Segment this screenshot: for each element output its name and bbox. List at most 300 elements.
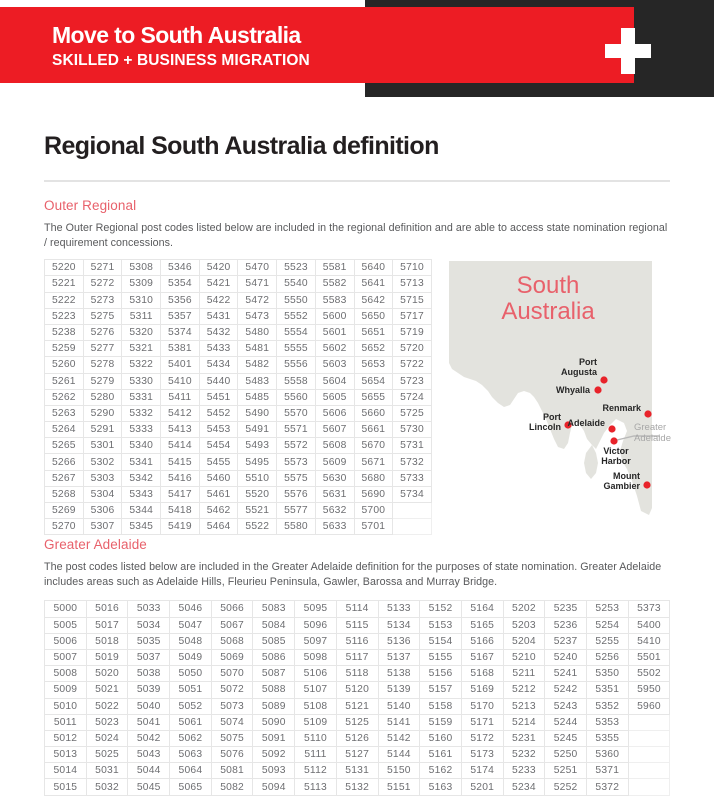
postcode-cell: 5223 xyxy=(45,308,84,324)
label-whyalla: Whyalla xyxy=(555,385,590,396)
postcode-cell: 5162 xyxy=(420,763,462,779)
postcode-cell: 5211 xyxy=(503,666,545,682)
map-title-line1: South xyxy=(516,272,580,300)
table-row xyxy=(45,714,670,730)
postcode-cell: 5601 xyxy=(315,324,354,340)
postcode-cell: 5277 xyxy=(83,341,122,357)
postcode-cell: 5701 xyxy=(354,519,393,535)
postcode-cell: 5583 xyxy=(315,292,354,308)
postcode-cell: 5268 xyxy=(45,486,84,502)
postcode-cell: 5633 xyxy=(315,519,354,535)
postcode-cell: 5440 xyxy=(199,373,238,389)
postcode-cell: 5577 xyxy=(277,503,316,519)
postcode-cell: 5266 xyxy=(45,454,84,470)
postcode-cell: 5661 xyxy=(354,422,393,438)
postcode-cell: 5434 xyxy=(199,357,238,373)
table-row xyxy=(45,276,432,292)
postcode-cell: 5301 xyxy=(83,438,122,454)
postcode-cell: 5156 xyxy=(420,666,462,682)
postcode-cell-empty xyxy=(393,503,432,519)
postcode-cell: 5253 xyxy=(586,601,628,617)
postcode-cell: 5138 xyxy=(378,666,420,682)
postcode-cell: 5009 xyxy=(45,682,87,698)
postcode-cell: 5081 xyxy=(211,763,253,779)
map-title-line2: Australia xyxy=(501,298,595,326)
postcode-cell: 5723 xyxy=(393,373,432,389)
page-body xyxy=(0,132,714,796)
postcode-cell: 5096 xyxy=(295,617,337,633)
postcode-cell: 5304 xyxy=(83,486,122,502)
postcode-cell: 5605 xyxy=(315,389,354,405)
postcode-cell: 5154 xyxy=(420,633,462,649)
postcode-cell: 5114 xyxy=(336,601,378,617)
postcode-cell: 5420 xyxy=(199,260,238,276)
postcode-cell: 5290 xyxy=(83,405,122,421)
postcode-cell: 5340 xyxy=(122,438,161,454)
table-row xyxy=(45,601,670,617)
postcode-cell: 5573 xyxy=(277,454,316,470)
postcode-cell: 5067 xyxy=(211,617,253,633)
postcode-cell: 5320 xyxy=(122,324,161,340)
postcode-cell: 5044 xyxy=(128,763,170,779)
postcode-cell: 5455 xyxy=(199,454,238,470)
postcode-cell: 5631 xyxy=(315,486,354,502)
postcode-cell: 5090 xyxy=(253,714,295,730)
postcode-cell: 5273 xyxy=(83,292,122,308)
postcode-cell: 5261 xyxy=(45,373,84,389)
postcode-cell: 5017 xyxy=(86,617,128,633)
table-row xyxy=(45,617,670,633)
postcode-cell: 5032 xyxy=(86,779,128,795)
postcode-cell: 5414 xyxy=(161,438,200,454)
outer-regional-table-body xyxy=(45,260,432,535)
postcode-cell: 5580 xyxy=(277,519,316,535)
table-row xyxy=(45,292,432,308)
postcode-cell: 5024 xyxy=(86,730,128,746)
postcode-cell: 5581 xyxy=(315,260,354,276)
postcode-cell: 5572 xyxy=(277,438,316,454)
postcode-cell: 5670 xyxy=(354,438,393,454)
postcode-cell: 5356 xyxy=(161,292,200,308)
postcode-cell: 5141 xyxy=(378,714,420,730)
postcode-cell: 5360 xyxy=(586,747,628,763)
postcode-cell: 5331 xyxy=(122,389,161,405)
postcode-cell: 5212 xyxy=(503,682,545,698)
postcode-cell: 5332 xyxy=(122,405,161,421)
postcode-cell: 5311 xyxy=(122,308,161,324)
postcode-cell: 5493 xyxy=(238,438,277,454)
postcode-cell: 5134 xyxy=(378,617,420,633)
postcode-cell: 5012 xyxy=(45,730,87,746)
postcode-cell: 5063 xyxy=(170,747,212,763)
postcode-cell: 5005 xyxy=(45,617,87,633)
postcode-cell: 5158 xyxy=(420,698,462,714)
postcode-cell: 5352 xyxy=(586,698,628,714)
postcode-cell: 5259 xyxy=(45,341,84,357)
postcode-cell: 5242 xyxy=(545,682,587,698)
postcode-cell: 5051 xyxy=(170,682,212,698)
marker-victor-harbor xyxy=(610,438,617,445)
postcode-cell: 5220 xyxy=(45,260,84,276)
postcode-cell: 5480 xyxy=(238,324,277,340)
postcode-cell: 5510 xyxy=(238,470,277,486)
postcode-cell: 5019 xyxy=(86,649,128,665)
postcode-cell: 5040 xyxy=(128,698,170,714)
table-row xyxy=(45,422,432,438)
postcode-cell: 5074 xyxy=(211,714,253,730)
callout-greater-adelaide-line2: Adelaide xyxy=(634,433,671,445)
postcode-cell: 5252 xyxy=(545,779,587,795)
postcode-cell: 5415 xyxy=(161,454,200,470)
postcode-cell: 5602 xyxy=(315,341,354,357)
postcode-cell: 5254 xyxy=(586,617,628,633)
marker-whyalla xyxy=(594,387,601,394)
postcode-cell: 5464 xyxy=(199,519,238,535)
label-mount-gambier-line1: Mount xyxy=(613,471,640,482)
postcode-cell: 5159 xyxy=(420,714,462,730)
table-row xyxy=(45,779,670,795)
table-row xyxy=(45,260,432,276)
postcode-cell: 5343 xyxy=(122,486,161,502)
table-row xyxy=(45,405,432,421)
postcode-cell: 5481 xyxy=(238,341,277,357)
postcode-cell: 5166 xyxy=(461,633,503,649)
postcode-cell: 5350 xyxy=(586,666,628,682)
postcode-cell: 5570 xyxy=(277,405,316,421)
postcode-cell: 5520 xyxy=(238,486,277,502)
table-row xyxy=(45,454,432,470)
postcode-cell: 5410 xyxy=(161,373,200,389)
label-adelaide: Adelaide xyxy=(567,418,605,429)
postcode-cell: 5422 xyxy=(199,292,238,308)
marker-renmark xyxy=(644,411,651,418)
table-row xyxy=(45,682,670,698)
postcode-cell: 5164 xyxy=(461,601,503,617)
label-port-lincoln-line2: Lincoln xyxy=(529,422,561,433)
postcode-cell: 5267 xyxy=(45,470,84,486)
label-port-augusta-line1: Port xyxy=(579,357,597,368)
postcode-cell: 5713 xyxy=(393,276,432,292)
postcode-cell: 5333 xyxy=(122,422,161,438)
postcode-cell: 5717 xyxy=(393,308,432,324)
table-row xyxy=(45,503,432,519)
greater-adelaide-postcode-table xyxy=(44,600,670,795)
postcode-cell: 5167 xyxy=(461,649,503,665)
postcode-cell: 5609 xyxy=(315,454,354,470)
postcode-cell: 5031 xyxy=(86,763,128,779)
postcode-cell: 5472 xyxy=(238,292,277,308)
postcode-cell: 5117 xyxy=(336,649,378,665)
postcode-cell: 5724 xyxy=(393,389,432,405)
postcode-cell: 5521 xyxy=(238,503,277,519)
postcode-cell: 5202 xyxy=(503,601,545,617)
table-row xyxy=(45,341,432,357)
postcode-cell: 5043 xyxy=(128,747,170,763)
table-row xyxy=(45,633,670,649)
postcode-cell: 5431 xyxy=(199,308,238,324)
postcode-cell: 5174 xyxy=(461,763,503,779)
postcode-cell: 5213 xyxy=(503,698,545,714)
label-renmark: Renmark xyxy=(602,403,641,414)
postcode-cell: 5085 xyxy=(253,633,295,649)
postcode-cell: 5172 xyxy=(461,730,503,746)
postcode-cell: 5680 xyxy=(354,470,393,486)
postcode-cell: 5115 xyxy=(336,617,378,633)
postcode-cell: 5018 xyxy=(86,633,128,649)
postcode-cell: 5550 xyxy=(277,292,316,308)
postcode-cell: 5344 xyxy=(122,503,161,519)
outer-regional-description: The Outer Regional post codes listed below are included in the regional definition and are able to access state nomination regional / requirement concessions. xyxy=(44,222,668,249)
postcode-cell: 5715 xyxy=(393,292,432,308)
postcode-cell: 5049 xyxy=(170,649,212,665)
postcode-cell: 5653 xyxy=(354,357,393,373)
postcode-cell: 5461 xyxy=(199,486,238,502)
postcode-cell: 5321 xyxy=(122,341,161,357)
greater-adelaide-description: The post codes listed below are included in the Greater Adelaide definition for the purposes of state nomination. Greater Adelaide includes areas such as Adelaide Hills, Fleurieu Peninsula, Gawler, Barossa and Murray Bridge. xyxy=(44,561,662,588)
label-port-augusta-line2: Augusta xyxy=(561,367,597,378)
postcode-cell: 5540 xyxy=(277,276,316,292)
map-peninsula-detail xyxy=(584,445,598,479)
postcode-cell: 5066 xyxy=(211,601,253,617)
postcode-cell: 5231 xyxy=(503,730,545,746)
postcode-cell: 5016 xyxy=(86,601,128,617)
postcode-cell: 5603 xyxy=(315,357,354,373)
postcode-cell: 5432 xyxy=(199,324,238,340)
postcode-cell: 5733 xyxy=(393,470,432,486)
postcode-cell: 5413 xyxy=(161,422,200,438)
postcode-cell: 5502 xyxy=(628,666,670,682)
postcode-cell: 5140 xyxy=(378,698,420,714)
postcode-cell: 5131 xyxy=(336,763,378,779)
postcode-cell: 5037 xyxy=(128,649,170,665)
postcode-cell: 5401 xyxy=(161,357,200,373)
postcode-cell: 5671 xyxy=(354,454,393,470)
postcode-cell: 5008 xyxy=(45,666,87,682)
postcode-cell: 5346 xyxy=(161,260,200,276)
postcode-cell: 5109 xyxy=(295,714,337,730)
postcode-cell: 5118 xyxy=(336,666,378,682)
label-mount-gambier-line2: Gambier xyxy=(603,481,640,492)
postcode-cell: 5233 xyxy=(503,763,545,779)
postcode-cell: 5243 xyxy=(545,698,587,714)
postcode-cell: 5265 xyxy=(45,438,84,454)
table-row xyxy=(45,324,432,340)
postcode-cell: 5173 xyxy=(461,747,503,763)
postcode-cell: 5410 xyxy=(628,633,670,649)
postcode-cell: 5495 xyxy=(238,454,277,470)
postcode-cell: 5960 xyxy=(628,698,670,714)
postcode-cell: 5013 xyxy=(45,747,87,763)
postcode-cell: 5039 xyxy=(128,682,170,698)
postcode-cell: 5552 xyxy=(277,308,316,324)
postcode-cell: 5160 xyxy=(420,730,462,746)
postcode-cell: 5270 xyxy=(45,519,84,535)
postcode-cell: 5065 xyxy=(170,779,212,795)
postcode-cell: 5725 xyxy=(393,405,432,421)
postcode-cell: 5606 xyxy=(315,405,354,421)
postcode-cell: 5576 xyxy=(277,486,316,502)
postcode-cell: 5045 xyxy=(128,779,170,795)
table-row xyxy=(45,730,670,746)
postcode-cell: 5083 xyxy=(253,601,295,617)
postcode-cell: 5262 xyxy=(45,389,84,405)
postcode-cell: 5034 xyxy=(128,617,170,633)
postcode-cell: 5046 xyxy=(170,601,212,617)
postcode-cell: 5460 xyxy=(199,470,238,486)
outer-regional-postcode-table xyxy=(44,259,432,535)
postcode-cell: 5730 xyxy=(393,422,432,438)
postcode-cell: 5950 xyxy=(628,682,670,698)
table-row xyxy=(45,763,670,779)
postcode-cell: 5165 xyxy=(461,617,503,633)
table-row xyxy=(45,698,670,714)
table-row xyxy=(45,519,432,535)
postcode-cell-empty xyxy=(628,747,670,763)
postcode-cell: 5153 xyxy=(420,617,462,633)
postcode-cell: 5169 xyxy=(461,682,503,698)
postcode-cell: 5068 xyxy=(211,633,253,649)
postcode-cell: 5640 xyxy=(354,260,393,276)
postcode-cell: 5381 xyxy=(161,341,200,357)
postcode-cell: 5451 xyxy=(199,389,238,405)
postcode-cell: 5558 xyxy=(277,373,316,389)
postcode-cell: 5491 xyxy=(238,422,277,438)
postcode-cell: 5107 xyxy=(295,682,337,698)
postcode-cell: 5150 xyxy=(378,763,420,779)
postcode-cell: 5214 xyxy=(503,714,545,730)
postcode-cell: 5660 xyxy=(354,405,393,421)
postcode-cell: 5600 xyxy=(315,308,354,324)
postcode-cell: 5111 xyxy=(295,747,337,763)
table-row xyxy=(45,389,432,405)
postcode-cell: 5652 xyxy=(354,341,393,357)
header-text-group xyxy=(52,22,310,71)
postcode-cell: 5560 xyxy=(277,389,316,405)
postcode-cell: 5310 xyxy=(122,292,161,308)
postcode-cell: 5015 xyxy=(45,779,87,795)
postcode-cell: 5050 xyxy=(170,666,212,682)
postcode-cell: 5064 xyxy=(170,763,212,779)
postcode-cell: 5374 xyxy=(161,324,200,340)
postcode-cell: 5222 xyxy=(45,292,84,308)
postcode-cell: 5041 xyxy=(128,714,170,730)
postcode-cell: 5170 xyxy=(461,698,503,714)
table-row xyxy=(45,747,670,763)
postcode-cell: 5322 xyxy=(122,357,161,373)
postcode-cell: 5400 xyxy=(628,617,670,633)
postcode-cell: 5309 xyxy=(122,276,161,292)
postcode-cell: 5433 xyxy=(199,341,238,357)
postcode-cell: 5098 xyxy=(295,649,337,665)
postcode-cell: 5161 xyxy=(420,747,462,763)
postcode-cell: 5237 xyxy=(545,633,587,649)
postcode-cell: 5471 xyxy=(238,276,277,292)
postcode-cell: 5719 xyxy=(393,324,432,340)
postcode-cell: 5373 xyxy=(628,601,670,617)
title-divider xyxy=(44,180,670,182)
postcode-cell: 5372 xyxy=(586,779,628,795)
postcode-cell: 5006 xyxy=(45,633,87,649)
postcode-cell: 5351 xyxy=(586,682,628,698)
postcode-cell: 5110 xyxy=(295,730,337,746)
postcode-cell: 5275 xyxy=(83,308,122,324)
postcode-cell: 5483 xyxy=(238,373,277,389)
postcode-cell: 5047 xyxy=(170,617,212,633)
postcode-cell: 5234 xyxy=(503,779,545,795)
postcode-cell: 5554 xyxy=(277,324,316,340)
postcode-cell: 5720 xyxy=(393,341,432,357)
postcode-cell: 5011 xyxy=(45,714,87,730)
postcode-cell: 5421 xyxy=(199,276,238,292)
outer-regional-heading: Outer Regional xyxy=(44,198,137,213)
postcode-cell: 5125 xyxy=(336,714,378,730)
postcode-cell: 5201 xyxy=(461,779,503,795)
postcode-cell: 5137 xyxy=(378,649,420,665)
postcode-cell: 5473 xyxy=(238,308,277,324)
table-row xyxy=(45,357,432,373)
postcode-cell: 5204 xyxy=(503,633,545,649)
postcode-cell: 5022 xyxy=(86,698,128,714)
postcode-cell: 5095 xyxy=(295,601,337,617)
postcode-cell: 5280 xyxy=(83,389,122,405)
postcode-cell: 5132 xyxy=(336,779,378,795)
postcode-cell: 5126 xyxy=(336,730,378,746)
postcode-cell: 5651 xyxy=(354,324,393,340)
postcode-cell: 5236 xyxy=(545,617,587,633)
postcode-cell: 5263 xyxy=(45,405,84,421)
postcode-cell: 5523 xyxy=(277,260,316,276)
postcode-cell: 5155 xyxy=(420,649,462,665)
postcode-cell: 5073 xyxy=(211,698,253,714)
south-australia-map xyxy=(444,253,676,525)
postcode-cell: 5144 xyxy=(378,747,420,763)
postcode-cell: 5308 xyxy=(122,260,161,276)
postcode-cell: 5278 xyxy=(83,357,122,373)
postcode-cell: 5470 xyxy=(238,260,277,276)
postcode-cell: 5453 xyxy=(199,422,238,438)
postcode-cell: 5604 xyxy=(315,373,354,389)
label-victor-harbor-line2: Harbor xyxy=(601,456,631,467)
postcode-cell: 5092 xyxy=(253,747,295,763)
postcode-cell: 5303 xyxy=(83,470,122,486)
postcode-cell-empty xyxy=(628,779,670,795)
postcode-cell: 5690 xyxy=(354,486,393,502)
postcode-cell: 5418 xyxy=(161,503,200,519)
postcode-cell: 5307 xyxy=(83,519,122,535)
postcode-cell: 5260 xyxy=(45,357,84,373)
postcode-cell: 5271 xyxy=(83,260,122,276)
postcode-cell: 5087 xyxy=(253,666,295,682)
postcode-cell: 5151 xyxy=(378,779,420,795)
table-row xyxy=(45,666,670,682)
postcode-cell: 5482 xyxy=(238,357,277,373)
table-row xyxy=(45,308,432,324)
postcode-cell-empty xyxy=(393,519,432,535)
postcode-cell: 5501 xyxy=(628,649,670,665)
postcode-cell: 5582 xyxy=(315,276,354,292)
postcode-cell: 5655 xyxy=(354,389,393,405)
postcode-cell: 5133 xyxy=(378,601,420,617)
postcode-cell: 5152 xyxy=(420,601,462,617)
postcode-cell: 5238 xyxy=(45,324,84,340)
postcode-cell: 5168 xyxy=(461,666,503,682)
postcode-cell: 5014 xyxy=(45,763,87,779)
postcode-cell: 5241 xyxy=(545,666,587,682)
postcode-cell-empty xyxy=(628,714,670,730)
postcode-cell: 5355 xyxy=(586,730,628,746)
postcode-cell: 5088 xyxy=(253,682,295,698)
postcode-cell: 5575 xyxy=(277,470,316,486)
